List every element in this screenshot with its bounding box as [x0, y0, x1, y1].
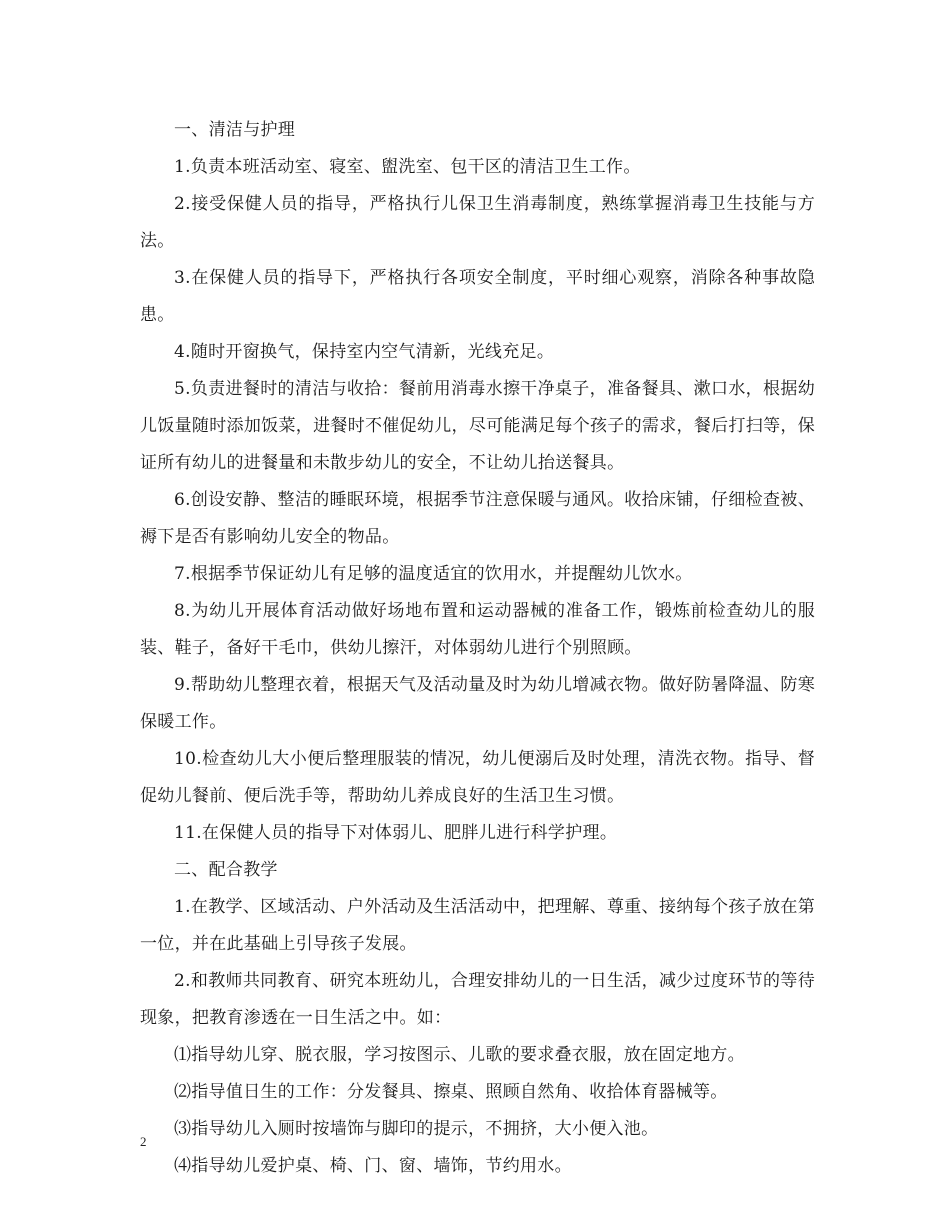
paragraph-item: 5.负责进餐时的清洁与收拾：餐前用消毒水擦干净桌子，准备餐具、漱口水，根据幼儿饭量随时添加饭菜，进餐时不催促幼儿，尽可能满足每个孩子的需求，餐后打扫等，保证所有幼儿的进餐量和未散步幼儿的安全，不让幼儿抬送餐具。	[140, 379, 815, 473]
paragraph-item: 4.随时开窗换气，保持室内空气清新，光线充足。	[174, 342, 555, 362]
sub-item: ⑶指导幼儿入厕时按墙饰与脚印的提示，不拥挤，大小便入池。	[174, 1119, 659, 1139]
document-body	[140, 112, 815, 1185]
paragraph-item: 1.负责本班活动室、寝室、盥洗室、包干区的清洁卫生工作。	[174, 157, 641, 177]
paragraph-item: 7.根据季节保证幼儿有足够的温度适宜的饮用水，并提醒幼儿饮水。	[174, 564, 693, 584]
paragraph-item: 11.在保健人员的指导下对体弱儿、肥胖儿进行科学护理。	[174, 823, 618, 843]
page-number: 2	[140, 1134, 147, 1149]
paragraph-item: 8.为幼儿开展体育活动做好场地布置和运动器械的准备工作，锻炼前检查幼儿的服装、鞋子，备好干毛巾，供幼儿擦汗，对体弱幼儿进行个别照顾。	[140, 601, 815, 658]
paragraph-item: 9.帮助幼儿整理衣着，根据天气及活动量及时为幼儿增减衣物。做好防暑降温、防寒保暖工作。	[140, 675, 815, 732]
paragraph-item: 2.和教师共同教育、研究本班幼儿，合理安排幼儿的一日生活，减少过度环节的等待现象，把教育渗透在一日生活之中。如：	[140, 971, 815, 1028]
paragraph-item: 2.接受保健人员的指导，严格执行儿保卫生消毒制度，熟练掌握消毒卫生技能与方法。	[140, 194, 815, 251]
paragraph-item: 3.在保健人员的指导下，严格执行各项安全制度，平时细心观察，消除各种事故隐患。	[140, 268, 815, 325]
sub-item: ⑴指导幼儿穿、脱衣服，学习按图示、儿歌的要求叠衣服，放在固定地方。	[174, 1045, 745, 1065]
paragraph-item: 6.创设安静、整洁的睡眠环境，根据季节注意保暖与通风。收拾床铺，仔细检查被、褥下是否有影响幼儿安全的物品。	[140, 490, 815, 547]
sub-item: ⑷指导幼儿爱护桌、椅、门、窗、墙饰，节约用水。	[174, 1156, 572, 1176]
section-heading-teaching: 二、配合教学	[174, 860, 278, 880]
sub-item: ⑵指导值日生的工作：分发餐具、擦桌、照顾自然角、收拾体育器械等。	[174, 1082, 728, 1102]
section-heading-cleaning: 一、清洁与护理	[174, 120, 296, 140]
paragraph-item: 10.检查幼儿大小便后整理服装的情况，幼儿便溺后及时处理，清洗衣物。指导、督促幼儿餐前、便后洗手等，帮助幼儿养成良好的生活卫生习惯。	[140, 749, 815, 806]
paragraph-item: 1.在教学、区域活动、户外活动及生活活动中，把理解、尊重、接纳每个孩子放在第一位，并在此基础上引导孩子发展。	[140, 897, 815, 954]
